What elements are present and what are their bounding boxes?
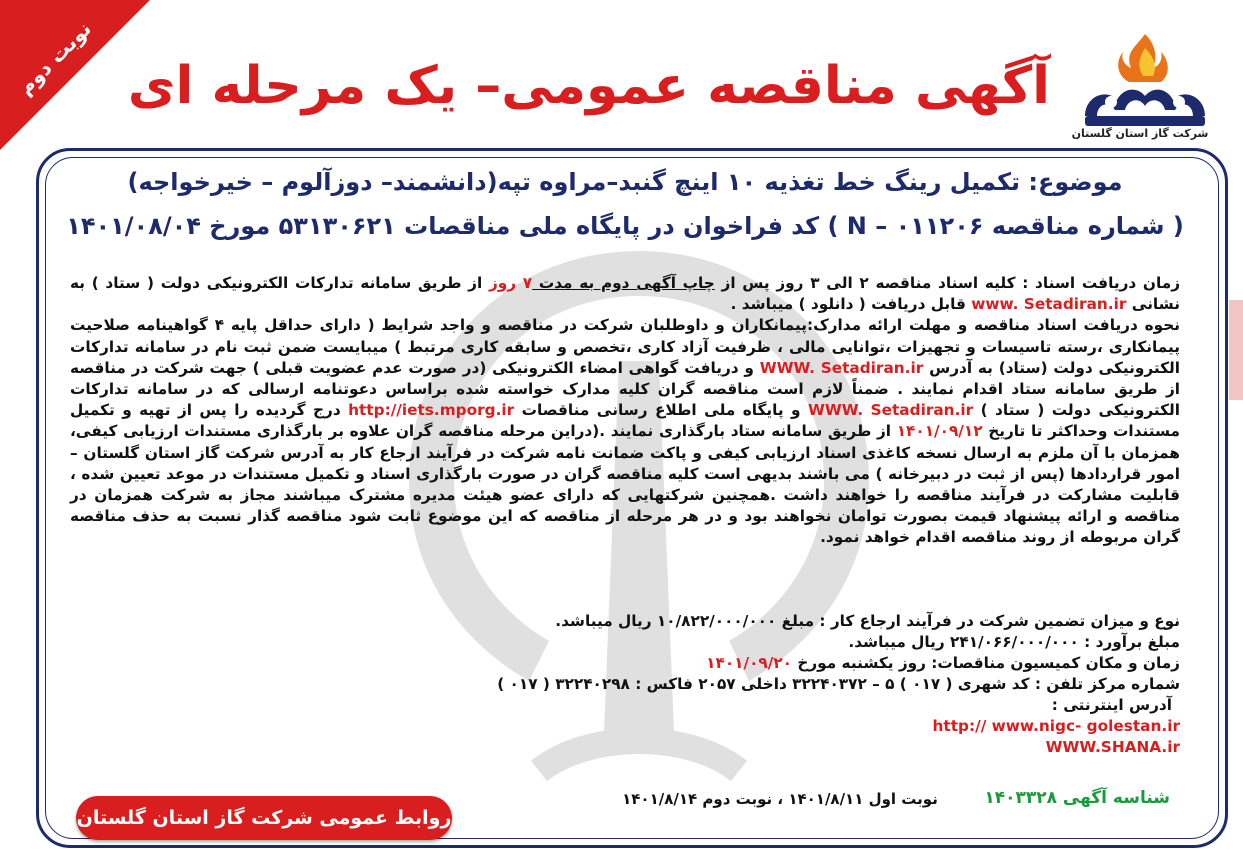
- page-edge-mark: [1229, 300, 1243, 400]
- website-link-nigc[interactable]: http:// www.nigc- golestan.ir: [932, 717, 1180, 735]
- public-relations-badge: روابط عمومی شرکت گاز استان گلستان: [76, 796, 452, 840]
- setadiran-link[interactable]: www. Setadiran.ir: [971, 295, 1127, 314]
- body-text-segment: و دریافت گواهی امضاء الکترونیکی (در صورت عدم عضویت قبلی ) جهت شرکت در مناقصه از طریق سامانه ستاد اقدام نمایند . ضمناً لازم است مناقصه گران کلیه مدارک خواسته شده براساس دعوتنامه ارسالی که در سامانه تدارکات الکترونیکی دولت ( ستاد ): [70, 358, 1180, 420]
- document-receipt-paragraph: [70, 273, 1180, 315]
- print-dates: نوبت اول ۱۴۰۱/۸/۱۱ ، نوبت دوم ۱۴۰۱/۸/۱۴: [622, 790, 938, 808]
- duration-highlight: ۷ روز: [488, 274, 533, 292]
- body-text-segment: و پایگاه ملی اطلاع رسانی مناقصات: [514, 401, 808, 420]
- body-text-segment: درج گردیده را پس از تهیه و تکمیل مستندات وحداکثر تا تاریخ: [70, 401, 1180, 441]
- body-text-segment: از طریق سامانه تدارکات الکترونیکی دولت ( ستاد ) به نشانی: [70, 274, 1180, 314]
- website-label: آدرس اینترنتی :: [1051, 696, 1172, 714]
- nigc-logo-icon: [1065, 30, 1215, 142]
- estimate-line: مبلغ برآورد : ۲۴۱/۰۶۶/۰۰۰/۰۰۰ ریال میباشد.: [848, 633, 1180, 651]
- subject-line: موضوع: تکمیل رینگ خط تغذیه ۱۰ اینچ گنبد–مراوه تپه(دانشمند– دوزآلوم – خیرخواجه): [127, 168, 1123, 196]
- commission-label: زمان و مکان کمیسیون مناقصات: روز یکشنبه مورخ: [792, 654, 1180, 672]
- phone-line: شماره مرکز تلفن : کد شهری ( ۰۱۷ ) ۵ – ۳۲۲۴۰۳۷۲ داخلی ۲۰۵۷ فاکس : ۳۲۲۴۰۲۹۸ ( ۰۱۷ ): [497, 675, 1180, 693]
- page-title: آگهی مناقصه عمومی– یک مرحله ای: [127, 56, 1050, 116]
- setadiran-link[interactable]: WWW. Setadiran.ir: [807, 401, 974, 420]
- iets-link[interactable]: http://iets.mporg.ir: [348, 401, 515, 420]
- tender-number-line: ( شماره مناقصه N – ۰۱۱۲۰۶ ) کد فراخوان در پایگاه ملی مناقصات ۵۳۱۳۰۶۲۱ مورخ ۱۴۰۱/۰۸/۰۴: [66, 212, 1184, 240]
- ad-identifier: شناسه آگهی ۱۴۰۳۳۲۸: [984, 788, 1170, 808]
- body-text-segment: نحوه دریافت اسناد مناقصه و مهلت ارائه مدارک:پیمانکاران و داوطلبان شرکت در مناقصه و واجد شرایط ( دارای حداقل پایه ۴ گواهینامه صلاحیت پیمانکاری ،رسته تاسیسات و تجهیزات ،توانایی مالی ، ظرفیت آزاد کاری ،تخصص و سابقه کاری مرتبط ) میبایست ضمن ثبت نام در سامانه تدارکات الکترونیکی دولت (ستاد) به آدرس: [70, 316, 1180, 377]
- tender-body: [70, 273, 1180, 549]
- body-text-segment: قابل دریافت ( دانلود ) میباشد .: [730, 295, 972, 314]
- commission-line: [200, 653, 1180, 674]
- body-text-segment: زمان دریافت اسناد : کلیه اسناد مناقصه ۲ الی ۳ روز پس از: [714, 274, 1181, 292]
- commission-date: ۱۴۰۱/۰۹/۲۰: [706, 654, 793, 672]
- tender-details: [200, 611, 1180, 758]
- setadiran-link[interactable]: WWW. Setadiran.ir: [759, 358, 924, 377]
- guarantee-line: نوع و میزان تضمین شرکت در فرآیند ارجاع کار : مبلغ ۱۰/۸۲۲/۰۰۰/۰۰۰ ریال میباشد.: [555, 612, 1180, 630]
- body-text-segment: از طریق سامانه ستاد بارگذاری نمایند .(دراین مرحله مناقصه گران علاوه بر بارگذاری مستندات ارزیابی کیفی، همزمان با آن ملزم به ارسال نسخه کاغذی اسناد ارزیابی کیفی و پاکت ضمانت نامه شرکت در فرآیند ارجاع کار به آدرس شرکت گاز استان گلستان – امور قراردادها (پس از ثبت در دبیرخانه ) می باشند بدیهی است کلیه مناقصه گران در صورت بارگذاری اسناد و تکمیل مستندات در موعد تعیین شده ، قابلیت مشارکت در فرآیند مناقصه را خواهند داشت .همچنین شرکتهایی که دارای عضو هیئت مدیره مشترک میباشند مجاز به شرکت همزمان در مناقصه و ارائه پیشنهاد قیمت بصورت توامان نخواهند بود و در هر مرحله از مناقصه که این موضوع ثابت شود مناقصه گذار نسبت به حذف مناقصه گران مربوطه از روند مناقصه اقدام خواهد نمود.: [70, 422, 1180, 547]
- body-text-segment: چاپ آگهی دوم به مدت: [532, 274, 715, 292]
- website-link-shana[interactable]: WWW.SHANA.ir: [1045, 738, 1180, 756]
- deadline-date: ۱۴۰۱/۰۹/۱۲: [896, 422, 983, 441]
- ribbon-label: نوبت دوم: [13, 16, 96, 100]
- submission-paragraph: [70, 315, 1180, 548]
- company-caption: شرکت گاز استان گلستان: [1071, 127, 1209, 140]
